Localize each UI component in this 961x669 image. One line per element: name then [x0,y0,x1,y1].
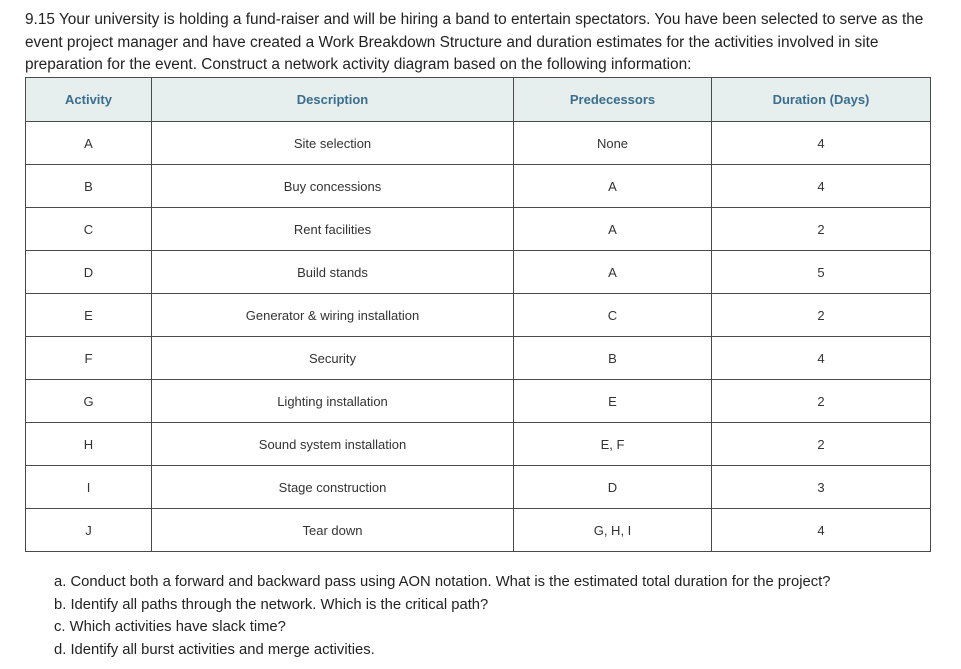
cell-predecessors: D [514,466,712,509]
cell-description: Site selection [152,122,514,165]
table-row [26,122,931,165]
cell-predecessors: A [514,251,712,294]
question-list [54,571,830,661]
cell-activity: D [26,251,152,294]
cell-duration: 3 [712,466,931,509]
cell-activity: G [26,380,152,423]
table-row [26,337,931,380]
header-description: Description [152,78,514,122]
cell-activity: H [26,423,152,466]
cell-activity: J [26,509,152,552]
problem-intro: 9.15 Your university is holding a fund-raiser and will be hiring a band to entertain spectators. You have been selected to serve as the event project manager and have created a Work Breakdown Structure and duration estimates for the activities involved in site preparation for the event. Construct a network activity diagram based on the following information: [25,11,924,73]
cell-activity: E [26,294,152,337]
cell-activity: C [26,208,152,251]
cell-description: Stage construction [152,466,514,509]
table-header-row [26,78,931,122]
cell-duration: 4 [712,165,931,208]
cell-duration: 4 [712,337,931,380]
question-a: a. Conduct both a forward and backward pass using AON notation. What is the estimated total duration for the project? [54,574,831,590]
cell-predecessors: G, H, I [514,509,712,552]
question-c: c. Which activities have slack time? [54,619,286,636]
cell-predecessors: A [514,208,712,251]
cell-predecessors: C [514,294,712,337]
cell-description: Security [152,337,514,380]
cell-description: Buy concessions [152,165,514,208]
table-row [26,509,931,552]
question-b: b. Identify all paths through the network. Which is the critical path? [54,596,489,613]
cell-description: Sound system installation [152,423,514,466]
table-row [26,466,931,509]
table-row [26,380,931,423]
cell-description: Tear down [152,509,514,552]
cell-predecessors: A [514,165,712,208]
activity-table [25,77,931,552]
header-activity: Activity [26,78,152,122]
cell-predecessors: E [514,380,712,423]
cell-predecessors: E, F [514,423,712,466]
cell-description: Rent facilities [152,208,514,251]
cell-duration: 2 [712,208,931,251]
cell-activity: F [26,337,152,380]
table-row [26,294,931,337]
cell-predecessors: B [514,337,712,380]
cell-duration: 2 [712,423,931,466]
cell-duration: 2 [712,380,931,423]
header-duration: Duration (Days) [712,78,931,122]
cell-description: Build stands [152,251,514,294]
cell-predecessors: None [514,122,712,165]
cell-duration: 2 [712,294,931,337]
question-d: d. Identify all burst activities and merge activities. [54,641,375,658]
cell-duration: 5 [712,251,931,294]
cell-duration: 4 [712,509,931,552]
cell-duration: 4 [712,122,931,165]
cell-description: Lighting installation [152,380,514,423]
table-row [26,251,931,294]
cell-description: Generator & wiring installation [152,294,514,337]
cell-activity: I [26,466,152,509]
table-row [26,208,931,251]
cell-activity: A [26,122,152,165]
table-row [26,423,931,466]
table-row [26,165,931,208]
header-predecessors: Predecessors [514,78,712,122]
cell-activity: B [26,165,152,208]
